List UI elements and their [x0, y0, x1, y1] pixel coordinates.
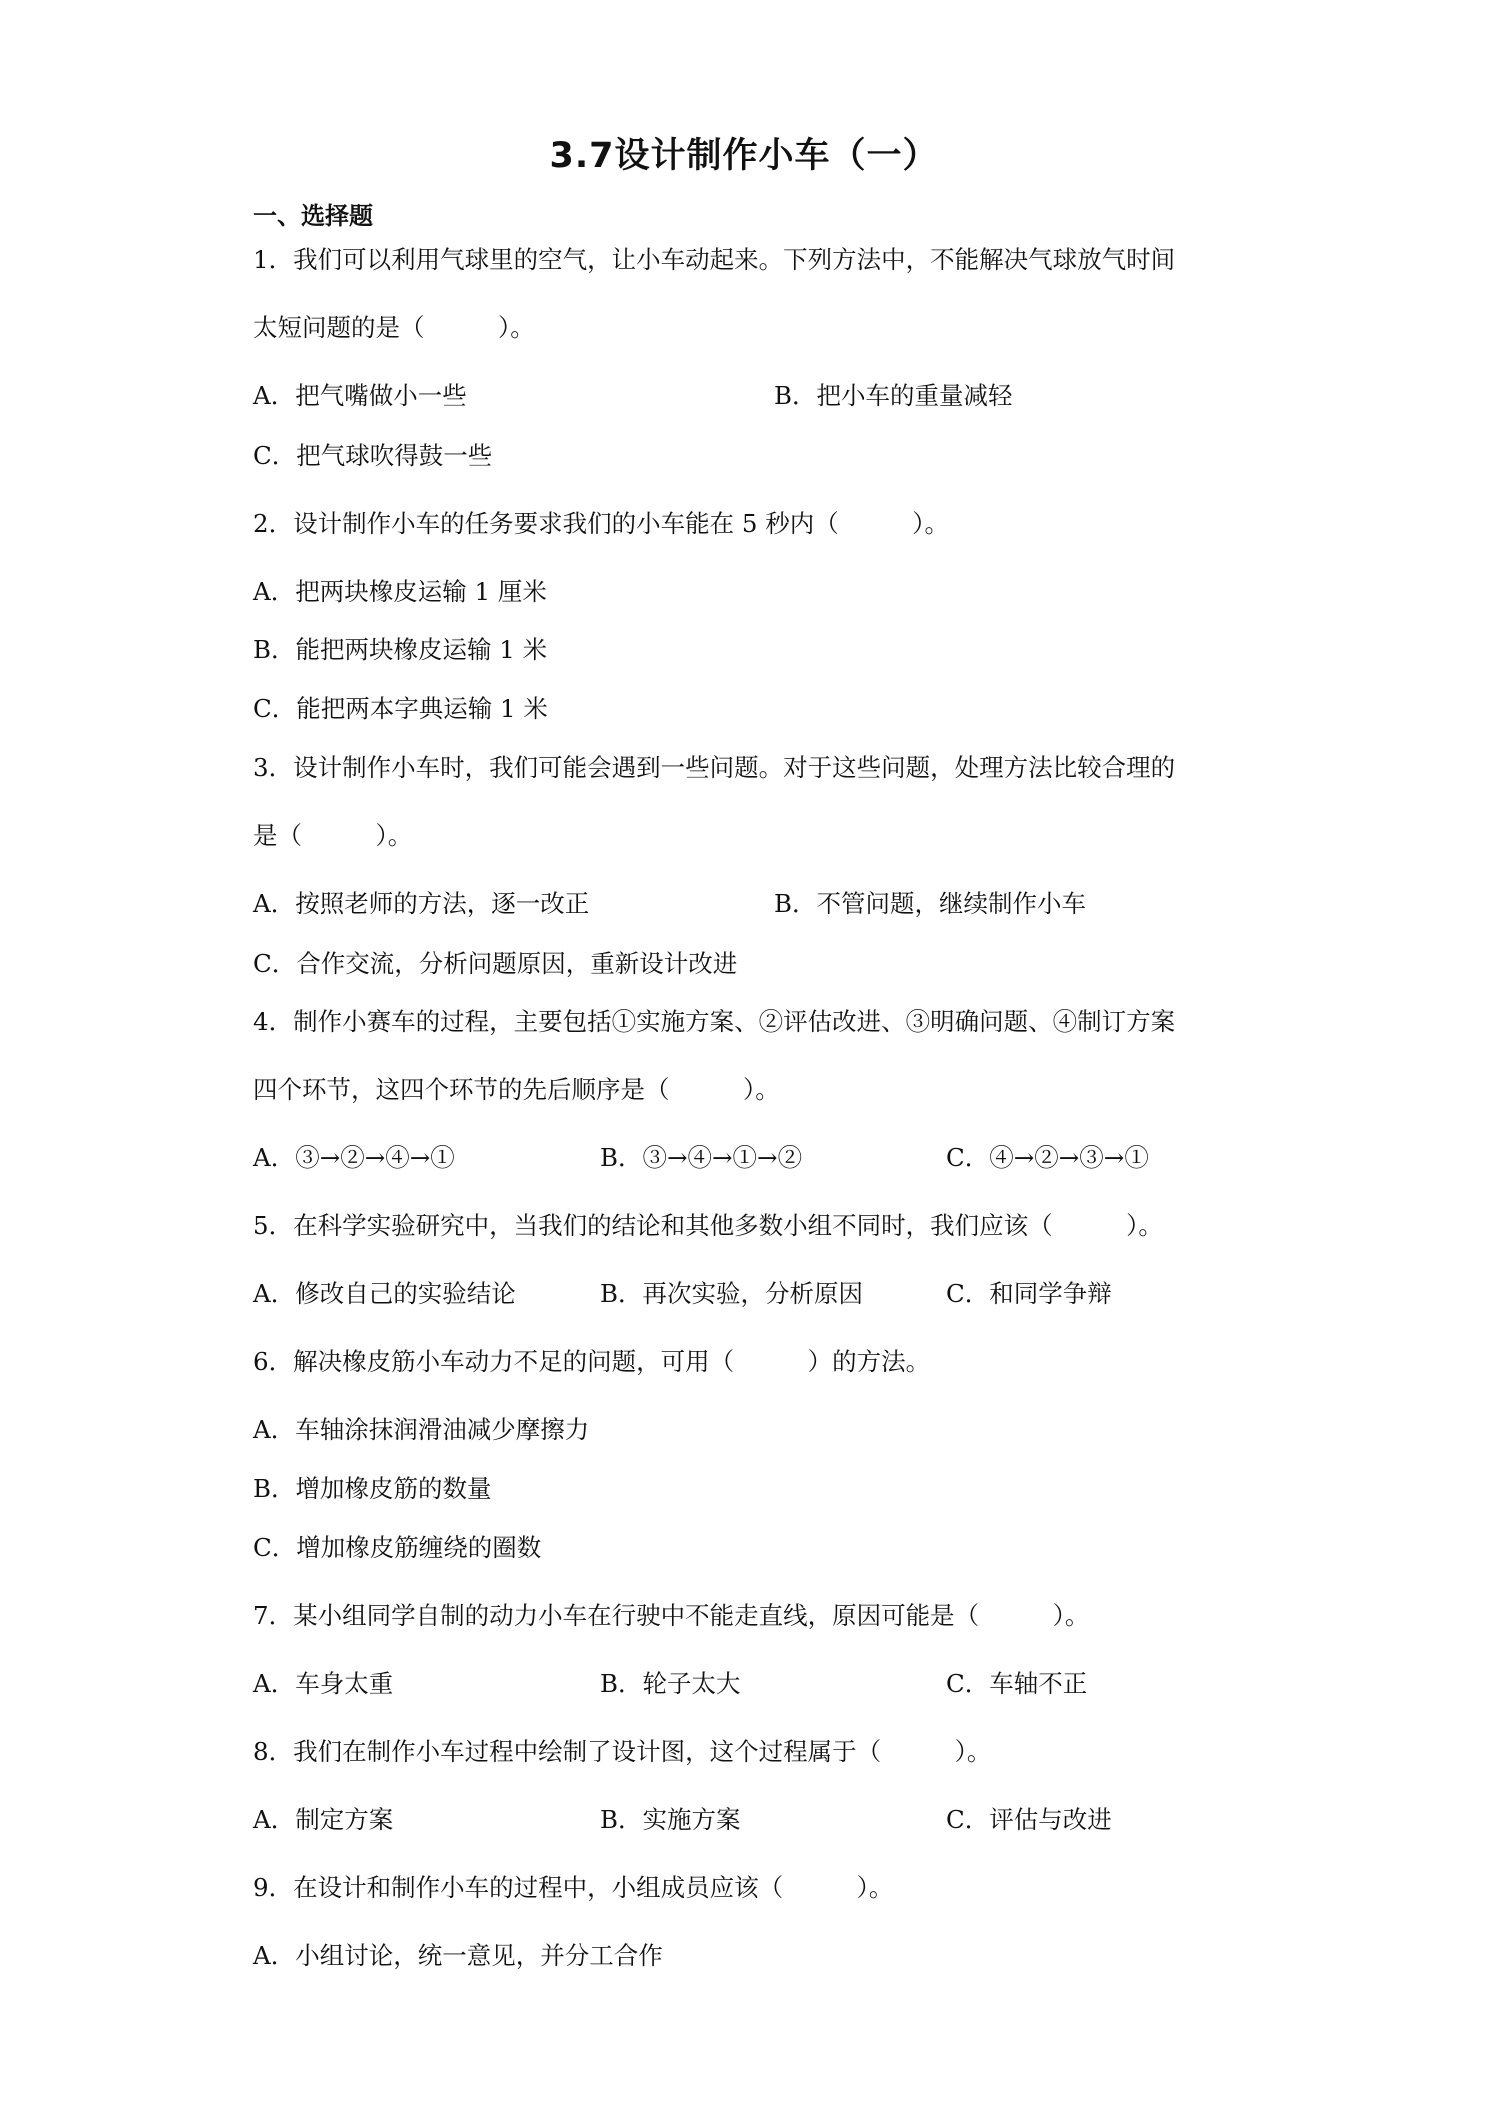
question-text: 我们可以利用气球里的空气，让小车动起来。下列方法中，不能解决气球放气时间 [293, 245, 1176, 274]
option-7c[interactable]: C．车轴不正 [946, 1669, 1088, 1698]
section-heading: 一、选择题 [253, 202, 373, 230]
question-text: 某小组同学自制的动力小车在行驶中不能走直线，原因可能是（ ）。 [293, 1601, 1090, 1630]
question-text: 在科学实验研究中，当我们的结论和其他多数小组不同时，我们应该（ ）。 [293, 1211, 1163, 1240]
question-number: 9． [253, 1873, 294, 1902]
question-number: 7． [253, 1601, 294, 1630]
question-text: 我们在制作小车过程中绘制了设计图，这个过程属于（ ）。 [293, 1737, 992, 1766]
question-6 [253, 1346, 930, 1378]
question-2 [253, 508, 949, 540]
question-number: 3． [253, 753, 294, 782]
question-number: 8． [253, 1737, 294, 1766]
option-6a[interactable]: A．车轴涂抹润滑油减少摩擦力 [253, 1415, 590, 1444]
option-2c[interactable]: C．能把两本字典运输 1 米 [253, 694, 548, 723]
question-3-continued: 是（ ）。 [253, 821, 413, 850]
question-9 [253, 1872, 893, 1904]
question-4 [253, 1006, 1175, 1038]
question-7 [253, 1600, 1089, 1632]
option-3b[interactable]: B．不管问题，继续制作小车 [774, 889, 1087, 918]
option-8c[interactable]: C．评估与改进 [946, 1805, 1112, 1834]
question-4-continued: 四个环节，这四个环节的先后顺序是（ ）。 [253, 1075, 780, 1104]
option-1b[interactable]: B．把小车的重量减轻 [774, 381, 1013, 410]
question-text: 制作小赛车的过程，主要包括①实施方案、②评估改进、③明确问题、④制订方案 [293, 1007, 1176, 1036]
question-text: 解决橡皮筋小车动力不足的问题，可用（ ）的方法。 [293, 1347, 931, 1376]
question-text: 设计制作小车的任务要求我们的小车能在 5 秒内（ ）。 [293, 509, 950, 538]
option-5a[interactable]: A．修改自己的实验结论 [253, 1279, 516, 1308]
option-1a[interactable]: A．把气嘴做小一些 [253, 381, 467, 410]
option-1c[interactable]: C．把气球吹得鼓一些 [253, 441, 493, 470]
question-text: 在设计和制作小车的过程中，小组成员应该（ ）。 [293, 1873, 894, 1902]
question-1 [253, 244, 1175, 276]
option-2b[interactable]: B．能把两块橡皮运输 1 米 [253, 635, 548, 664]
question-number: 5． [253, 1211, 294, 1240]
question-number: 1． [253, 245, 294, 274]
option-4b[interactable]: B．③→④→①→② [600, 1143, 803, 1172]
question-1-continued: 太短问题的是（ ）。 [253, 313, 535, 342]
option-4c[interactable]: C．④→②→③→① [946, 1143, 1149, 1172]
option-6b[interactable]: B．增加橡皮筋的数量 [253, 1474, 492, 1503]
question-5 [253, 1210, 1163, 1242]
option-4a[interactable]: A．③→②→④→① [253, 1143, 455, 1172]
option-2a[interactable]: A．把两块橡皮运输 1 厘米 [253, 577, 547, 606]
option-7a[interactable]: A．车身太重 [253, 1669, 394, 1698]
option-8a[interactable]: A．制定方案 [253, 1805, 394, 1834]
option-3a[interactable]: A．按照老师的方法，逐一改正 [253, 889, 590, 918]
question-3 [253, 752, 1175, 784]
option-5b[interactable]: B．再次实验，分析原因 [600, 1279, 864, 1308]
question-8 [253, 1736, 991, 1768]
question-number: 6． [253, 1347, 294, 1376]
question-number: 4． [253, 1007, 294, 1036]
option-8b[interactable]: B．实施方案 [600, 1805, 741, 1834]
option-5c[interactable]: C．和同学争辩 [946, 1279, 1112, 1308]
option-6c[interactable]: C．增加橡皮筋缠绕的圈数 [253, 1533, 542, 1562]
option-9a[interactable]: A．小组讨论，统一意见，并分工合作 [253, 1941, 663, 1970]
question-number: 2． [253, 509, 294, 538]
question-text: 设计制作小车时，我们可能会遇到一些问题。对于这些问题，处理方法比较合理的 [293, 753, 1176, 782]
option-7b[interactable]: B．轮子太大 [600, 1669, 741, 1698]
option-3c[interactable]: C．合作交流，分析问题原因，重新设计改进 [253, 949, 738, 978]
page-title: 3.7设计制作小车（一） [549, 136, 939, 176]
